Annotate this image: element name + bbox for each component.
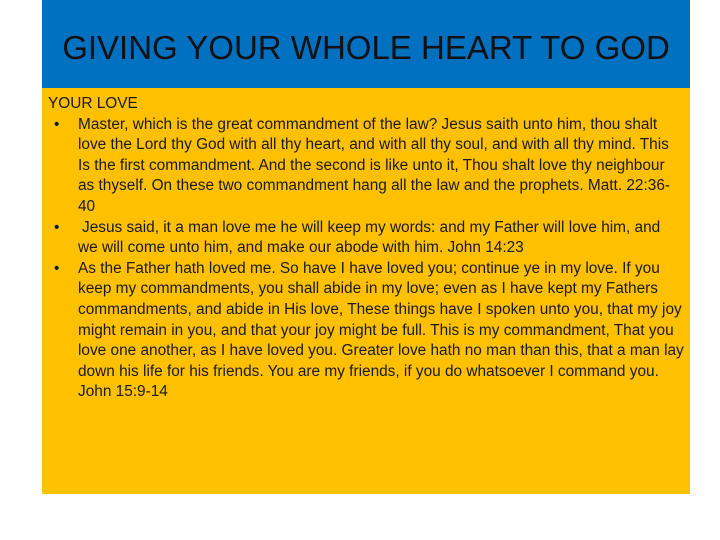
bullet-icon: • [54, 259, 60, 277]
section-heading: YOUR LOVE [48, 95, 138, 112]
verse-item-2 [48, 218, 684, 259]
verse-item-1 [48, 115, 684, 218]
slide-title: GIVING YOUR WHOLE HEART TO GOD [62, 29, 670, 66]
verse-text: Jesus said, it a man love me he will keep my words: and my Father will love him, and we will come unto him, and make our abode with him. John 14:23 [78, 218, 661, 257]
verse-list [48, 115, 684, 403]
bullet-icon: • [54, 218, 60, 236]
verse-item-3 [48, 259, 684, 403]
content-box [42, 88, 690, 494]
verse-text: Master, which is the great commandment of the law? Jesus saith unto him, thou shalt love the Lord thy God with all thy heart, and with all thy soul, and with all thy mind. This Is the first commandment. And the second is like unto it, Thou shalt love thy neighbour as thyself. On these two commandment hang all the law and the prophets. Matt. 22:36-40 [78, 115, 671, 215]
bullet-icon: • [54, 115, 60, 133]
verse-text: As the Father hath loved me. So have I have loved you; continue ye in my love. If you keep my commandments, you shall abide in my love; even as I have kept my Fathers commandments, and abide in His love, These things have I spoken unto you, that my joy might remain in you, and that your joy might be full. This is my commandment, That you love one another, as I have loved you. Greater love hath no man than this, that a man lay down his life for his friends. You are my friends, if you do whatsoever I command you. John 15:9-14 [78, 259, 684, 401]
title-band [42, 0, 690, 88]
